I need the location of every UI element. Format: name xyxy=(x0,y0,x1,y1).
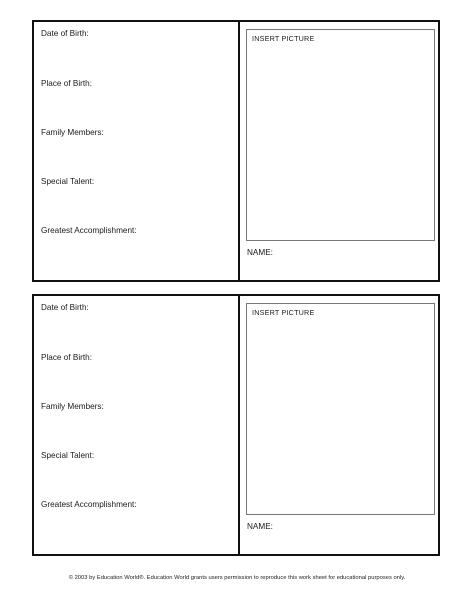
family-members-label: Family Members: xyxy=(41,128,104,137)
special-talent-label: Special Talent: xyxy=(41,177,95,186)
copyright-footer: © 2003 by Education World®. Education World grants users permission to reproduce this work sheet for educational purposes only. xyxy=(68,575,406,581)
picture-column xyxy=(240,296,438,554)
greatest-accomplishment-label: Greatest Accomplishment: xyxy=(41,500,137,509)
details-column xyxy=(34,296,240,554)
insert-picture-label: INSERT PICTURE xyxy=(252,308,315,317)
insert-picture-label: INSERT PICTURE xyxy=(252,34,315,43)
picture-placeholder xyxy=(246,29,435,241)
picture-column xyxy=(240,22,438,280)
name-label: NAME: xyxy=(247,522,273,531)
greatest-accomplishment-label: Greatest Accomplishment: xyxy=(41,226,137,235)
details-column xyxy=(34,22,240,280)
place-of-birth-label: Place of Birth: xyxy=(41,79,92,88)
profile-card-2 xyxy=(32,294,440,556)
family-members-label: Family Members: xyxy=(41,402,104,411)
special-talent-label: Special Talent: xyxy=(41,451,95,460)
profile-card-1 xyxy=(32,20,440,282)
date-of-birth-label: Date of Birth: xyxy=(41,303,89,312)
date-of-birth-label: Date of Birth: xyxy=(41,29,89,38)
name-label: NAME: xyxy=(247,248,273,257)
place-of-birth-label: Place of Birth: xyxy=(41,353,92,362)
picture-placeholder xyxy=(246,303,435,515)
